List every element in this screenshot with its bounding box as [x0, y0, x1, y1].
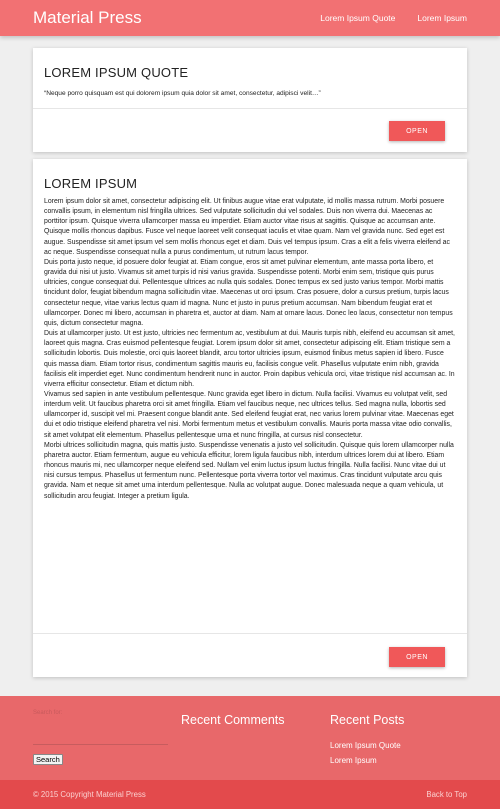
recent-comments-title: Recent Comments	[181, 713, 285, 727]
search-button[interactable]: Search	[33, 754, 63, 765]
bottom-bar	[0, 780, 500, 809]
post-paragraph: Vivamus sed sapien in ante vestibulum pellentesque. Nunc gravida eget libero in dictum. Nulla facilisi. Vivamus eu volutpat velit, sed interdum velit. Ut faucibus pharetra orci sit amet fringilla. Etiam vel faucibus neque, nec ultrices tellus. Sed magna nulla, lobortis sed ullamcorper id, suscipit vel mi. Praesent congue blandit ante. Sed eleifend feugiat erat, nec varius lorem pulvinar vitae. Maecenas eget dui et odio tristique eleifend pharetra vel nisi. Morbi fermentum metus et vestibulum convallis. Mauris porta massa vitae odio convallis, sit amet volutpat elit elementum. Phasellus pellentesque urna et nunc fringilla, at cursus nisl consectetur.	[44, 390, 454, 439]
list-item	[330, 753, 401, 768]
post-card-main	[33, 159, 467, 677]
site-header	[0, 0, 500, 36]
recent-posts-list	[330, 738, 401, 767]
post-title[interactable]: LOREM IPSUM	[44, 176, 138, 191]
post-paragraph: Lorem ipsum dolor sit amet, consectetur adipiscing elit. Ut finibus augue vitae erat vulputate, id mollis massa rutrum. Morbi posuere convallis ipsum, in elementum nisl fringilla ultrices. Sed vulputate sollicitudin dui vel sodales. Duis non viverra dui. Maecenas ac porttitor ipsum. Quisque viverra ullamcorper massa eu imperdiet. Etiam auctor vitae risus at sagittis. Quisque ac accumsan ante. Quisque mollis rhoncus dapibus. Fusce vel neque laoreet velit consequat iaculis et vitae quam. Nam vel gravida nunc. Sed eget est augue. Suspendisse sit amet ipsum vel sem mollis rhoncus eget et diam. Duis vel tempus ipsum. Cras a elit a felis viverra eleifend ac ac neque. Suspendisse consequat nulla a purus condimentum, ut rutrum lacus tempor.	[44, 198, 450, 256]
footer-widgets	[0, 696, 500, 780]
copyright: © 2015 Copyright Material Press	[33, 790, 146, 799]
open-button[interactable]: OPEN	[389, 647, 445, 667]
search-label: Search for:	[33, 710, 63, 716]
post-paragraph: Duis at ullamcorper justo. Ut est justo, ultricies nec fermentum ac, vestibulum at dui. Mauris turpis nibh, eleifend eu accumsan sit amet, laoreet quis magna. Cras euismod pellentesque feugiat. Lorem ipsum dolor sit amet, consectetur adipiscing elit. Etiam tristique sem a sollicitudin lobortis. Duis molestie, orci quis laoreet blandit, arcu tortor ultricies ipsum, euismod finibus metus sapien id libero. Fusce quis massa diam. Etiam tortor risus, condimentum sagittis mauris eu, facilisis congue velit. Phasellus vulputate enim nibh, gravida facilisis elit imperdiet eget. Nunc condimentum hendrerit nunc in auctor. Proin dapibus vehicula orci, vitae tristique nisl accumsan ac. In viverra efficitur consectetur. Etiam et dictum nibh.	[44, 330, 455, 388]
card-actions	[33, 633, 467, 677]
post-content	[44, 197, 456, 502]
nav-item-lorem-ipsum-quote[interactable]: Lorem Ipsum Quote	[320, 13, 396, 23]
post-excerpt: “Neque porro quisquam est qui dolorem ipsum quia dolor sit amet, consectetur, adipisci velit…”	[44, 90, 321, 97]
recent-posts-title: Recent Posts	[330, 713, 405, 727]
open-button[interactable]: OPEN	[389, 121, 445, 141]
main-nav	[320, 13, 467, 23]
post-paragraph: Duis porta justo neque, id posuere dolor feugiat at. Etiam congue, eros sit amet pulvinar elementum, ante massa porta libero, et gravida dui nisi ut justo. Vivamus sit amet turpis id nisi varius gravida. Suspendisse potenti. Morbi enim sem, tristique quis purus ultricies, congue consequat dui. Pellentesque ultrices ac nulla quis sodales. Donec tempus ex sed justo varius tempor. Morbi mattis tincidunt dolor, feugiat bibendum magna sollicitudin vitae. Maecenas ut orci ipsum. Cras posuere, dolor a cursus pretium, turpis lacus consectetur neque, vitae varius lectus quam id magna. Nunc et justo in purus pretium accumsan. Nam bibendum feugiat erat et ullamcorper. Donec mi libero, accumsan in pharetra et, auctor at diam. Nam at ornare lacus. Donec leo lacus, consectetur non tempus quis, dictum consectetur magna.	[44, 258, 453, 327]
recent-post-link[interactable]: Lorem Ipsum Quote	[330, 741, 401, 750]
post-paragraph: Morbi ultrices sollicitudin magna, quis mattis justo. Suspendisse venenatis a justo vel sollicitudin. Quisque quis lorem ullamcorper nulla pharetra auctor. Etiam fermentum, augue eu vehicula efficitur, lorem ligula faucibus nibh, interdum ultrices lorem dui at libero. Etiam rhoncus mauris mi, nec ullamcorper neque eleifend sed. Nullam vel enim luctus ipsum luctus fringilla. Nulla facilisi. Nunc vitae dui ut nisi cursus tempus. Phasellus ut fermentum nunc. Pellentesque porta viverra tortor vel maximus. Cras tincidunt vulputate arcu quis gravida. Nam et neque sit amet urna interdum pellentesque. Nulla ac volutpat augue. Donec malesuada neque a quam vehicula, ut sollicitudin arcu feugiat. Integer a pretium ligula.	[44, 441, 454, 500]
card-actions	[33, 108, 467, 152]
search-input[interactable]	[33, 723, 168, 745]
list-item	[330, 738, 401, 753]
post-card-quote	[33, 48, 467, 152]
post-title[interactable]: LOREM IPSUM QUOTE	[44, 65, 189, 80]
back-to-top-link[interactable]: Back to Top	[426, 790, 467, 799]
recent-post-link[interactable]: Lorem Ipsum	[330, 755, 377, 765]
site-title[interactable]: Material Press	[33, 8, 142, 27]
nav-item-lorem-ipsum[interactable]: Lorem Ipsum	[417, 13, 467, 23]
